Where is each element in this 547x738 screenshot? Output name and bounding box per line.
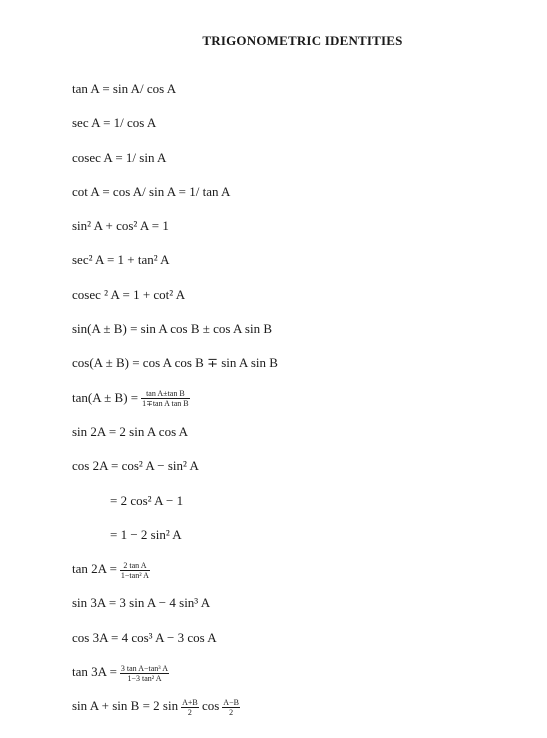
identity-rhs: = bbox=[109, 561, 117, 577]
identity-lhs: cos 2A bbox=[72, 458, 108, 474]
fraction-numerator: 3 tan A−tan³ A bbox=[120, 663, 169, 673]
fraction bbox=[222, 698, 240, 717]
identity-row bbox=[72, 422, 522, 456]
identity-rhs: = 3 sin A − 4 sin³ A bbox=[108, 595, 211, 611]
fraction-denominator: 1−tan² A bbox=[120, 570, 149, 580]
identity-rhs: = sin A/ cos A bbox=[102, 81, 177, 96]
identity-rhs: = 1/ sin A bbox=[115, 149, 167, 165]
fraction-denominator: 1−3 tan² A bbox=[127, 673, 162, 683]
identity-lhs: tan(A ± B) bbox=[72, 389, 128, 405]
identity-rhs: = 2 sin bbox=[142, 698, 179, 714]
identity-rhs: = bbox=[109, 664, 117, 680]
identity-lhs: cos 3A bbox=[72, 629, 108, 645]
fraction bbox=[120, 561, 150, 580]
identity-row bbox=[72, 148, 522, 182]
identity-rhs: = bbox=[130, 389, 139, 405]
identity-lhs: sin 2A bbox=[72, 423, 106, 439]
fraction-numerator: tan A±tan B bbox=[141, 389, 189, 399]
fraction bbox=[141, 389, 189, 408]
identity-rhs: = cos A/ sin A = 1/ tan A bbox=[102, 183, 231, 199]
fraction bbox=[120, 664, 169, 683]
identity-lhs: sec² A bbox=[72, 252, 104, 268]
identity-rhs: = sin A cos B ± cos A sin B bbox=[130, 321, 273, 337]
identity-row bbox=[72, 79, 522, 113]
identity-lhs: sin 3A bbox=[72, 595, 106, 611]
identity-rhs: = 1/ cos A bbox=[103, 115, 157, 131]
identity-rhs: = 4 cos³ A − 3 cos A bbox=[111, 629, 217, 645]
identity-row bbox=[72, 216, 522, 250]
identity-row bbox=[72, 113, 522, 147]
identity-row bbox=[72, 491, 522, 525]
identity-lhs: sin(A ± B) bbox=[72, 321, 127, 337]
identity-lhs: sin A + sin B bbox=[72, 698, 140, 714]
identity-row bbox=[72, 628, 522, 662]
fraction-denominator: 1∓tan A tan B bbox=[142, 399, 189, 409]
identity-row bbox=[72, 456, 522, 490]
identity-lhs: cosec ² A bbox=[72, 286, 120, 302]
identity-lhs: cot A bbox=[72, 183, 100, 199]
identity-lhs: sin² A + cos² A bbox=[72, 218, 149, 234]
fraction-numerator: A+B bbox=[182, 697, 198, 707]
identity-rhs: = 1 + cot² A bbox=[122, 286, 186, 302]
identity-rhs: = 1 − 2 sin² A bbox=[110, 526, 182, 542]
identity-lhs: tan 2A bbox=[72, 561, 107, 577]
identity-lhs: cosec A bbox=[72, 149, 113, 165]
identity-row bbox=[72, 285, 522, 319]
identity-row bbox=[72, 593, 522, 627]
identities-list bbox=[72, 79, 522, 731]
identity-row bbox=[72, 662, 522, 696]
identity-row bbox=[72, 525, 522, 559]
identity-lhs: sec A bbox=[72, 115, 100, 131]
identity-rhs: = 2 sin A cos A bbox=[108, 423, 189, 439]
identity-rhs: = 1 bbox=[151, 218, 169, 234]
identity-lhs: cos(A ± B) bbox=[72, 355, 129, 371]
identity-rhs: = 2 cos² A − 1 bbox=[110, 492, 184, 508]
identity-row bbox=[72, 388, 522, 422]
identity-lhs: tan A bbox=[72, 81, 100, 96]
fraction-numerator: 2 tan A bbox=[120, 561, 150, 571]
fraction bbox=[181, 698, 199, 717]
identity-lhs: tan 3A bbox=[72, 664, 107, 680]
identity-rhs: = cos² A − sin² A bbox=[111, 458, 199, 474]
fraction-denominator: 2 bbox=[187, 707, 192, 717]
identity-rhs: = cos A cos B ∓ sin A sin B bbox=[132, 355, 278, 371]
fraction-numerator: A−B bbox=[223, 697, 239, 707]
identity-row bbox=[72, 696, 522, 730]
identity-row bbox=[72, 250, 522, 284]
identity-row bbox=[72, 319, 522, 353]
identity-tail: cos bbox=[201, 698, 220, 714]
identity-row bbox=[72, 182, 522, 216]
fraction-denominator: 2 bbox=[229, 707, 234, 717]
identity-row bbox=[72, 559, 522, 593]
identity-row bbox=[72, 353, 522, 387]
identity-rhs: = 1 + tan² A bbox=[106, 252, 170, 268]
page-title: TRIGONOMETRIC IDENTITIES bbox=[202, 33, 403, 48]
